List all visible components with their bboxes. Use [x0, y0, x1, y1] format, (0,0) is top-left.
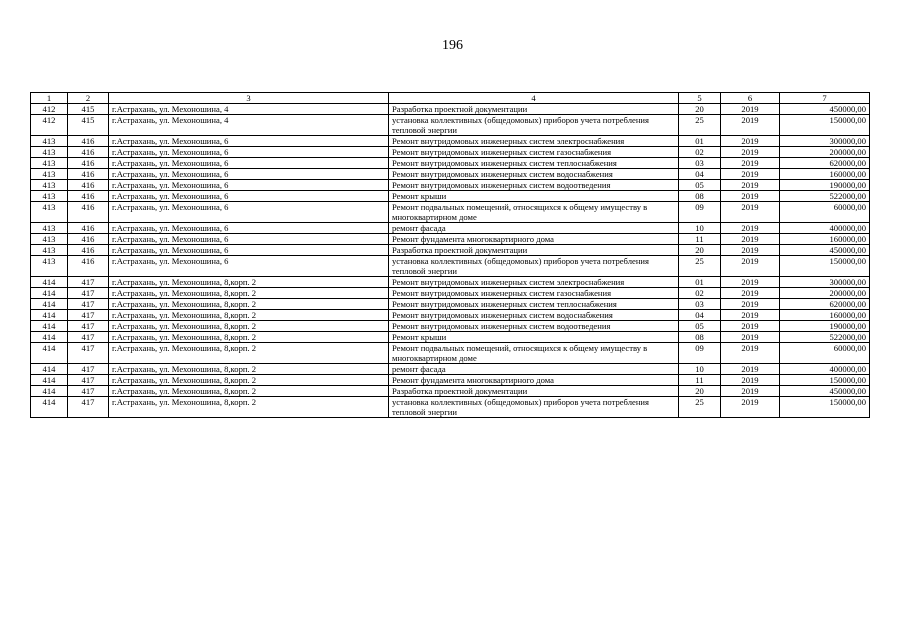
work-code-cell: 04 [679, 310, 721, 321]
table-row [31, 299, 870, 310]
work-code-cell: 11 [679, 234, 721, 245]
year-cell: 2019 [721, 256, 780, 277]
work-code-cell: 08 [679, 332, 721, 343]
cost-cell: 60000,00 [780, 202, 870, 223]
work-type-cell: Ремонт подвальных помещений, относящихся к общему имуществу в многоквартирном доме [389, 343, 679, 364]
work-type-cell: Ремонт внутридомовых инженерных систем водоотведения [389, 180, 679, 191]
work-type-cell: Ремонт внутридомовых инженерных систем водоотведения [389, 321, 679, 332]
address-cell: г.Астрахань, ул. Мехоношина, 8,корп. 2 [109, 343, 389, 364]
row-number-cell: 413 [31, 202, 68, 223]
row-number-cell: 414 [31, 397, 68, 418]
work-code-cell: 05 [679, 180, 721, 191]
row-number-cell: 413 [31, 169, 68, 180]
object-number-cell: 416 [68, 158, 109, 169]
work-code-cell: 01 [679, 136, 721, 147]
object-number-cell: 417 [68, 277, 109, 288]
cost-cell: 620000,00 [780, 299, 870, 310]
cost-cell: 522000,00 [780, 332, 870, 343]
year-cell: 2019 [721, 299, 780, 310]
table-row [31, 180, 870, 191]
work-type-cell: Ремонт внутридомовых инженерных систем электроснабжения [389, 277, 679, 288]
row-number-cell: 413 [31, 180, 68, 191]
work-type-cell: Ремонт крыши [389, 191, 679, 202]
address-cell: г.Астрахань, ул. Мехоношина, 6 [109, 147, 389, 158]
cost-cell: 190000,00 [780, 180, 870, 191]
table-row [31, 256, 870, 277]
row-number-cell: 414 [31, 310, 68, 321]
object-number-cell: 415 [68, 104, 109, 115]
work-code-cell: 08 [679, 191, 721, 202]
row-number-cell: 414 [31, 343, 68, 364]
address-cell: г.Астрахань, ул. Мехоношина, 6 [109, 158, 389, 169]
year-cell: 2019 [721, 245, 780, 256]
row-number-cell: 414 [31, 321, 68, 332]
object-number-cell: 416 [68, 234, 109, 245]
cost-cell: 450000,00 [780, 104, 870, 115]
table-row [31, 115, 870, 136]
work-code-cell: 01 [679, 277, 721, 288]
object-number-cell: 415 [68, 115, 109, 136]
address-cell: г.Астрахань, ул. Мехоношина, 8,корп. 2 [109, 386, 389, 397]
address-cell: г.Астрахань, ул. Мехоношина, 6 [109, 256, 389, 277]
object-number-cell: 417 [68, 332, 109, 343]
object-number-cell: 417 [68, 310, 109, 321]
address-cell: г.Астрахань, ул. Мехоношина, 6 [109, 191, 389, 202]
header-cell: 4 [389, 93, 679, 104]
address-cell: г.Астрахань, ул. Мехоношина, 6 [109, 202, 389, 223]
work-type-cell: Ремонт крыши [389, 332, 679, 343]
object-number-cell: 417 [68, 364, 109, 375]
row-number-cell: 414 [31, 288, 68, 299]
work-type-cell: установка коллективных (общедомовых) приборов учета потребления тепловой энергии [389, 256, 679, 277]
year-cell: 2019 [721, 277, 780, 288]
row-number-cell: 412 [31, 115, 68, 136]
work-code-cell: 25 [679, 115, 721, 136]
row-number-cell: 413 [31, 256, 68, 277]
work-type-cell: Ремонт внутридомовых инженерных систем теплоснабжения [389, 158, 679, 169]
table-row [31, 288, 870, 299]
table-row [31, 202, 870, 223]
cost-cell: 522000,00 [780, 191, 870, 202]
work-type-cell: Ремонт внутридомовых инженерных систем газоснабжения [389, 147, 679, 158]
work-type-cell: установка коллективных (общедомовых) приборов учета потребления тепловой энергии [389, 397, 679, 418]
address-cell: г.Астрахань, ул. Мехоношина, 6 [109, 245, 389, 256]
work-code-cell: 09 [679, 343, 721, 364]
year-cell: 2019 [721, 364, 780, 375]
object-number-cell: 417 [68, 386, 109, 397]
address-cell: г.Астрахань, ул. Мехоношина, 8,корп. 2 [109, 299, 389, 310]
cost-cell: 450000,00 [780, 386, 870, 397]
work-type-cell: Ремонт внутридомовых инженерных систем водоснабжения [389, 169, 679, 180]
cost-cell: 160000,00 [780, 169, 870, 180]
year-cell: 2019 [721, 115, 780, 136]
object-number-cell: 416 [68, 245, 109, 256]
row-number-cell: 413 [31, 223, 68, 234]
address-cell: г.Астрахань, ул. Мехоношина, 4 [109, 104, 389, 115]
header-cell: 5 [679, 93, 721, 104]
table-row [31, 343, 870, 364]
object-number-cell: 417 [68, 397, 109, 418]
row-number-cell: 413 [31, 136, 68, 147]
table-row [31, 136, 870, 147]
address-cell: г.Астрахань, ул. Мехоношина, 6 [109, 223, 389, 234]
table-row [31, 147, 870, 158]
table-row [31, 223, 870, 234]
work-type-cell: Разработка проектной документации [389, 245, 679, 256]
year-cell: 2019 [721, 169, 780, 180]
work-code-cell: 20 [679, 245, 721, 256]
table-row [31, 310, 870, 321]
year-cell: 2019 [721, 136, 780, 147]
year-cell: 2019 [721, 202, 780, 223]
table-row [31, 386, 870, 397]
work-type-cell: Ремонт внутридомовых инженерных систем теплоснабжения [389, 299, 679, 310]
address-cell: г.Астрахань, ул. Мехоношина, 8,корп. 2 [109, 277, 389, 288]
object-number-cell: 417 [68, 375, 109, 386]
table-row [31, 364, 870, 375]
work-code-cell: 02 [679, 147, 721, 158]
header-cell: 3 [109, 93, 389, 104]
object-number-cell: 416 [68, 191, 109, 202]
address-cell: г.Астрахань, ул. Мехоношина, 8,корп. 2 [109, 375, 389, 386]
header-cell: 7 [780, 93, 870, 104]
work-type-cell: Ремонт внутридомовых инженерных систем электроснабжения [389, 136, 679, 147]
header-cell: 6 [721, 93, 780, 104]
address-cell: г.Астрахань, ул. Мехоношина, 8,корп. 2 [109, 332, 389, 343]
cost-cell: 160000,00 [780, 234, 870, 245]
address-cell: г.Астрахань, ул. Мехоношина, 6 [109, 234, 389, 245]
row-number-cell: 414 [31, 332, 68, 343]
table-row [31, 104, 870, 115]
work-code-cell: 20 [679, 386, 721, 397]
address-cell: г.Астрахань, ул. Мехоношина, 8,корп. 2 [109, 364, 389, 375]
object-number-cell: 416 [68, 147, 109, 158]
work-code-cell: 10 [679, 223, 721, 234]
row-number-cell: 414 [31, 364, 68, 375]
row-number-cell: 414 [31, 299, 68, 310]
cost-cell: 150000,00 [780, 256, 870, 277]
address-cell: г.Астрахань, ул. Мехоношина, 6 [109, 180, 389, 191]
table-header-row [31, 93, 870, 104]
table-row [31, 169, 870, 180]
year-cell: 2019 [721, 397, 780, 418]
row-number-cell: 414 [31, 277, 68, 288]
cost-cell: 300000,00 [780, 277, 870, 288]
object-number-cell: 416 [68, 136, 109, 147]
work-code-cell: 11 [679, 375, 721, 386]
cost-cell: 200000,00 [780, 147, 870, 158]
year-cell: 2019 [721, 104, 780, 115]
work-type-cell: установка коллективных (общедомовых) приборов учета потребления тепловой энергии [389, 115, 679, 136]
year-cell: 2019 [721, 343, 780, 364]
object-number-cell: 416 [68, 223, 109, 234]
cost-cell: 400000,00 [780, 223, 870, 234]
table-row [31, 375, 870, 386]
cost-cell: 450000,00 [780, 245, 870, 256]
object-number-cell: 416 [68, 202, 109, 223]
cost-cell: 300000,00 [780, 136, 870, 147]
year-cell: 2019 [721, 332, 780, 343]
row-number-cell: 414 [31, 375, 68, 386]
row-number-cell: 413 [31, 234, 68, 245]
year-cell: 2019 [721, 288, 780, 299]
work-code-cell: 05 [679, 321, 721, 332]
page-number: 196 [442, 38, 463, 53]
work-code-cell: 03 [679, 299, 721, 310]
row-number-cell: 413 [31, 158, 68, 169]
work-type-cell: Разработка проектной документации [389, 104, 679, 115]
cost-cell: 150000,00 [780, 115, 870, 136]
year-cell: 2019 [721, 180, 780, 191]
table-row [31, 321, 870, 332]
work-code-cell: 25 [679, 256, 721, 277]
cost-cell: 160000,00 [780, 310, 870, 321]
table-row [31, 332, 870, 343]
year-cell: 2019 [721, 375, 780, 386]
work-type-cell: ремонт фасада [389, 364, 679, 375]
row-number-cell: 412 [31, 104, 68, 115]
year-cell: 2019 [721, 223, 780, 234]
row-number-cell: 413 [31, 147, 68, 158]
cost-cell: 620000,00 [780, 158, 870, 169]
work-type-cell: Разработка проектной документации [389, 386, 679, 397]
work-code-cell: 20 [679, 104, 721, 115]
cost-cell: 60000,00 [780, 343, 870, 364]
work-type-cell: Ремонт внутридомовых инженерных систем газоснабжения [389, 288, 679, 299]
cost-cell: 150000,00 [780, 397, 870, 418]
year-cell: 2019 [721, 321, 780, 332]
address-cell: г.Астрахань, ул. Мехоношина, 8,корп. 2 [109, 321, 389, 332]
work-code-cell: 02 [679, 288, 721, 299]
address-cell: г.Астрахань, ул. Мехоношина, 8,корп. 2 [109, 310, 389, 321]
cost-cell: 190000,00 [780, 321, 870, 332]
works-table [30, 92, 870, 418]
row-number-cell: 413 [31, 191, 68, 202]
object-number-cell: 417 [68, 299, 109, 310]
work-code-cell: 04 [679, 169, 721, 180]
table-row [31, 277, 870, 288]
address-cell: г.Астрахань, ул. Мехоношина, 6 [109, 136, 389, 147]
year-cell: 2019 [721, 234, 780, 245]
work-code-cell: 25 [679, 397, 721, 418]
work-code-cell: 09 [679, 202, 721, 223]
row-number-cell: 414 [31, 386, 68, 397]
cost-cell: 150000,00 [780, 375, 870, 386]
work-code-cell: 03 [679, 158, 721, 169]
work-code-cell: 10 [679, 364, 721, 375]
table-row [31, 191, 870, 202]
header-cell: 2 [68, 93, 109, 104]
work-type-cell: Ремонт фундамента многоквартирного дома [389, 375, 679, 386]
address-cell: г.Астрахань, ул. Мехоношина, 8,корп. 2 [109, 397, 389, 418]
year-cell: 2019 [721, 158, 780, 169]
table-row [31, 397, 870, 418]
object-number-cell: 417 [68, 321, 109, 332]
header-cell: 1 [31, 93, 68, 104]
object-number-cell: 416 [68, 256, 109, 277]
work-type-cell: Ремонт фундамента многоквартирного дома [389, 234, 679, 245]
year-cell: 2019 [721, 386, 780, 397]
address-cell: г.Астрахань, ул. Мехоношина, 6 [109, 169, 389, 180]
year-cell: 2019 [721, 147, 780, 158]
address-cell: г.Астрахань, ул. Мехоношина, 8,корп. 2 [109, 288, 389, 299]
address-cell: г.Астрахань, ул. Мехоношина, 4 [109, 115, 389, 136]
work-type-cell: ремонт фасада [389, 223, 679, 234]
object-number-cell: 417 [68, 288, 109, 299]
cost-cell: 200000,00 [780, 288, 870, 299]
object-number-cell: 416 [68, 180, 109, 191]
table-row [31, 234, 870, 245]
object-number-cell: 417 [68, 343, 109, 364]
table-row [31, 245, 870, 256]
year-cell: 2019 [721, 191, 780, 202]
row-number-cell: 413 [31, 245, 68, 256]
object-number-cell: 416 [68, 169, 109, 180]
work-type-cell: Ремонт подвальных помещений, относящихся к общему имуществу в многоквартирном доме [389, 202, 679, 223]
table-row [31, 158, 870, 169]
cost-cell: 400000,00 [780, 364, 870, 375]
year-cell: 2019 [721, 310, 780, 321]
work-type-cell: Ремонт внутридомовых инженерных систем водоснабжения [389, 310, 679, 321]
